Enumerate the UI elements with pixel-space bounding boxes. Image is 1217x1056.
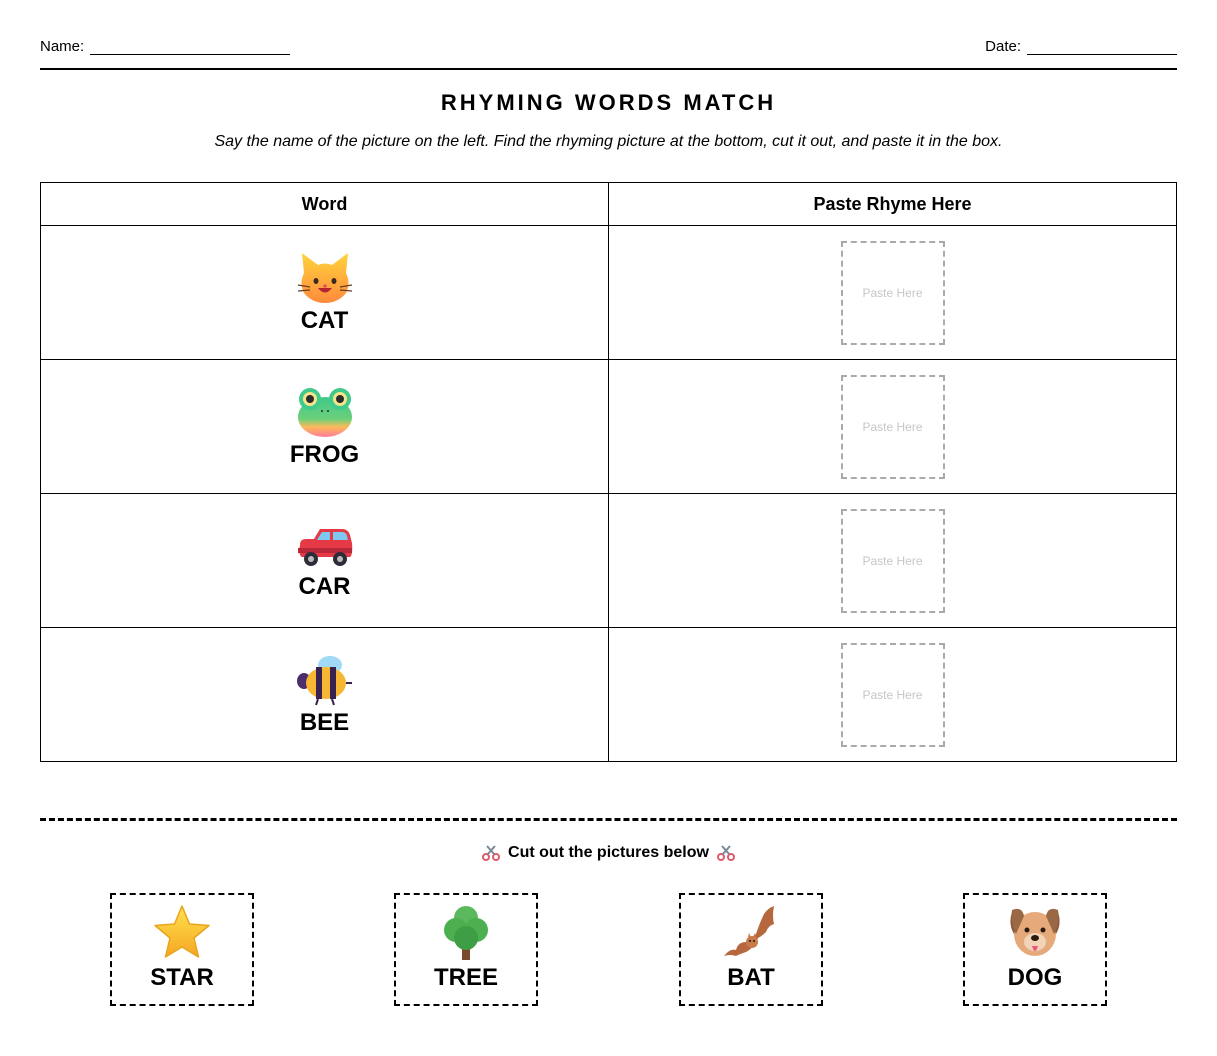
paste-cell: [609, 226, 1177, 360]
paste-placeholder: Paste Here: [862, 419, 923, 434]
paste-box[interactable]: [841, 375, 945, 479]
name-line[interactable]: [90, 40, 290, 55]
word-label: CAT: [300, 306, 349, 334]
cat-face-icon: [296, 251, 354, 305]
cut-label-text: Cut out the pictures below: [508, 844, 709, 861]
word-cell: [41, 494, 609, 628]
date-field[interactable]: [985, 38, 1177, 55]
paste-box[interactable]: [841, 509, 945, 613]
table-row: [41, 494, 1177, 628]
name-field[interactable]: [40, 38, 290, 55]
table-row: [41, 226, 1177, 360]
date-line[interactable]: [1027, 40, 1177, 55]
matching-table: [40, 182, 1177, 762]
frog-face-icon: [296, 385, 354, 439]
word-cell: [41, 628, 609, 762]
paste-cell: [609, 628, 1177, 762]
instructions: Say the name of the picture on the left. Find the rhyming picture at the bottom, cut it out, and paste it in the box.: [214, 133, 1003, 150]
name-label: Name:: [40, 38, 85, 55]
bat-icon: [722, 904, 780, 962]
word-cell: [41, 360, 609, 494]
cutout-card-tree[interactable]: [394, 893, 538, 1006]
paste-box[interactable]: [841, 643, 945, 747]
tree-icon: [437, 904, 495, 962]
paste-placeholder: Paste Here: [862, 687, 923, 702]
cutout-card-star[interactable]: [110, 893, 254, 1006]
cutout-cards: [0, 893, 1217, 1006]
column-header-word: Word: [41, 183, 609, 226]
cut-line-divider: [40, 818, 1177, 821]
scissors-icon: [717, 845, 735, 861]
car-icon: [296, 521, 354, 571]
cutout-card-label: TREE: [433, 964, 498, 991]
table-row: [41, 360, 1177, 494]
cutout-card-dog[interactable]: [963, 893, 1107, 1006]
paste-placeholder: Paste Here: [862, 285, 923, 300]
star-icon: [153, 904, 211, 962]
table-row: [41, 628, 1177, 762]
column-header-paste: Paste Rhyme Here: [609, 183, 1177, 226]
paste-placeholder: Paste Here: [862, 553, 923, 568]
cut-instructions: [0, 844, 1217, 862]
word-label: CAR: [298, 572, 351, 600]
word-label: BEE: [299, 708, 350, 736]
scissors-icon: [482, 845, 500, 861]
date-label: Date:: [985, 38, 1021, 55]
cutout-card-label: STAR: [150, 964, 214, 991]
paste-cell: [609, 360, 1177, 494]
cutout-card-bat[interactable]: [679, 893, 823, 1006]
bee-icon: [296, 653, 354, 707]
paste-cell: [609, 494, 1177, 628]
dog-face-icon: [1006, 904, 1064, 962]
header-row: [40, 38, 1177, 70]
word-label: FROG: [289, 440, 360, 468]
paste-box[interactable]: [841, 241, 945, 345]
worksheet-title: RHYMING WORDS MATCH: [440, 90, 777, 115]
cutout-card-label: BAT: [727, 964, 775, 991]
cutout-card-label: DOG: [1007, 964, 1063, 991]
word-cell: [41, 226, 609, 360]
